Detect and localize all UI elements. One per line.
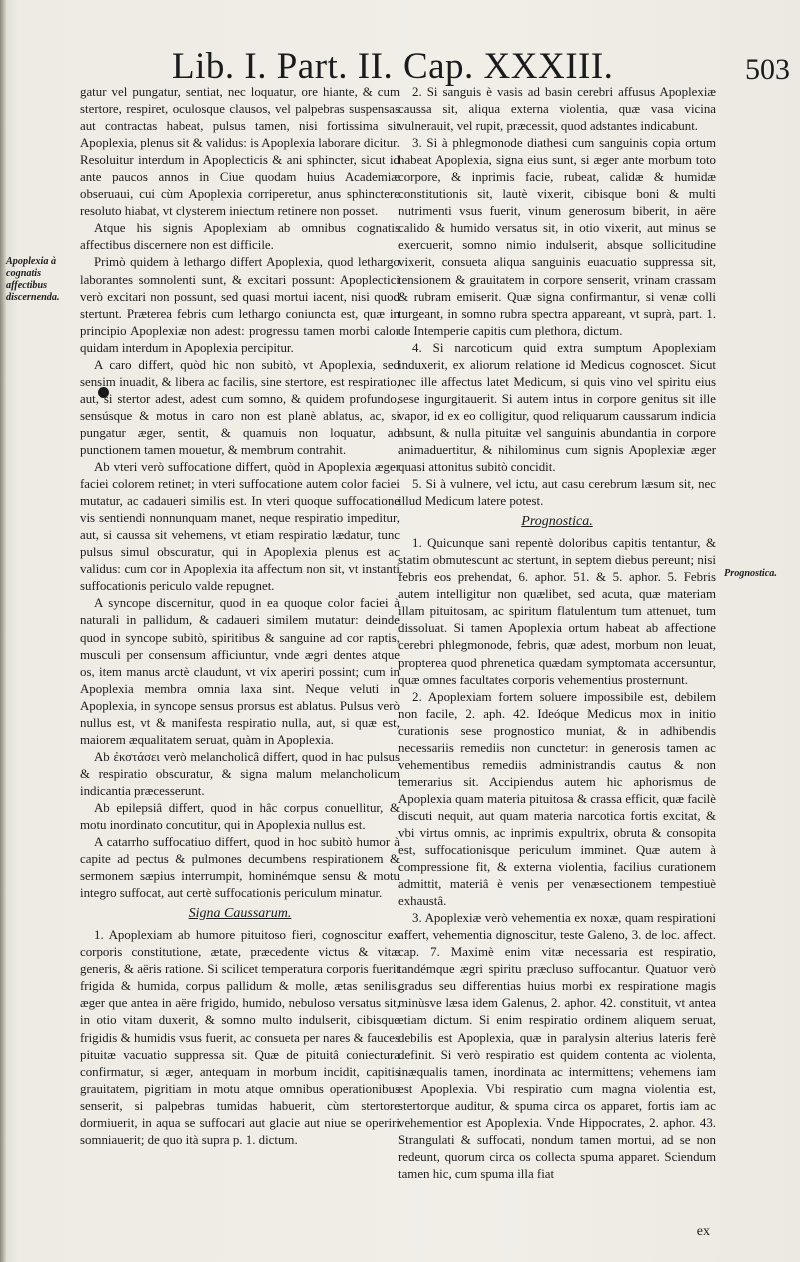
paragraph: A caro differt, quòd hic non subitò, vt Apoplexia, sed sensim inuadit, & libera ac facilis, sine stertore, est respiratio, aut, si stertor adest, adest cum somno, & quidem profundo, sensúsque & motus in caro non est planè ablatus, ac, si pungatur æger, sentit, & quamuis non loquatur, ad punctionem tamen mouetur, & membrum contrahit. — [80, 357, 400, 457]
section-heading: Signa Caussarum. — [188, 906, 292, 922]
paragraph: 5. Si à vulnere, vel ictu, aut casu cerebrum læsum sit, nec illud Medicum latere potest. — [398, 477, 716, 509]
paragraph: 1. Apoplexiam ab humore pituitoso fieri, cognoscitur ex corporis constitutione, ætate, præcedente victus & vitæ generis, & aëris ratione. Si scilicet temperatura corporis fuerit frigida & humida, corpus pallidum & molle, ætas senilis, æger que antea in aëre frigido, humido, nebuloso versatus sit, in otio vitam duxerit, & somno multo indulserit, cibisque frigidis & humidis vsus fuerit, ac consueta per nares & fauces pituitæ vacuatio suppressa sit. Quæ de pituitâ coniectura confirmatur, si æger, antequam in morbum incidit, capitis grauitatem, pigritiam in motu atque omnibus operationibus senserit, si palpebras tumidas habuerit, cùm stertore dormiuerit, in aqua se suffocari aut glacie aut niue se operiri somniauerit; de quo ità supra p. 1. dictum. — [80, 928, 400, 1147]
paragraph: 3. Apoplexiæ verò vehementia ex noxæ, quam respirationi affert, vehementia dignoscitur, teste Galeno, 3. de loc. affect. cap. 7. Maximè enim vitæ necessaria est respiratio, tandémque ægri spiritu præcluso suffocantur. Quatuor verò gradus seu differentias huius morbi ex respiratione magis minùsve læsa idem Galenus, 2. aphor. 42. constituit, vt antea etiam dictum. Si enim respiratio ordinem aliquem seruat, debilis est Apoplexia, quæ in paralysin alterius lateris ferè definit. Si verò respiratio est quidem contenta ac violenta, inæqualis tamen, inordinata ac intermittens; vehemens iam est Apoplexia. Vbi respiratio cum magna violentia est, stertorque auditur, & spuma circa os apparet, fortis iam ac vehementior est Apoplexia. Vnde Hippocrates, 2. aphor. 43. Strangulati & suffocati, nondum tamen mortui, ad se non redeunt, quorum circa os collecta spuma apparet. Sciendum tamen hic, cum spuma illa fiat — [398, 911, 716, 1181]
paragraph: Ab vteri verò suffocatione differt, quòd in Apoplexia æger faciei colorem retinet; in vteri suffocatione autem color faciei mutatur, ac cadaueri similis est. In vteri quoque suffocatione vis sentiendi nonnunquam manet, neque respiratio impeditur, aut, si caussa sit vehemens, vt etiam respiratio lædatur, tunc pulsus simul obscuratur, qui in Apoplexia plenus est ac validus: cum cor in Apoplexia ita affectum non sit, vt instanti suffocationis periculo valde repugnet. — [80, 460, 400, 594]
paragraph: 1. Quicunque sani repentè doloribus capitis tentantur, & statim obmutescunt ac stertunt, in septem diebus pereunt; nisi febris eos prehendat, 6. aphor. 51. & 5. aphor. 5. Febris autem intelligitur non quælibet, sed acuta, quæ materiam illam pituitosam, ac spiritum flatulentum tum attenuet, tum dissoluat. Si tamen Apoplexia ortum habeat ab affectione cerebri phlegmonode, febris, quæ adest, morbum non leuat, propterea quod phrenetica quædam symptomata accersuntur, quæ omnes facultates corporis vehementius prosternunt. — [398, 536, 716, 687]
section-heading: Prognostica. — [521, 514, 593, 530]
running-title: Lib. I. Part. II. Cap. XXXIII. — [172, 46, 614, 87]
paragraph: gatur vel pungatur, sentiat, nec loquatur, ore hiante, & cum stertore, respiret, oculosque clausos, vel palpebras suspensas aut contractas habeat, pulsus tamen, nisi fortissima sit Apoplexia, plenus sit & validus: is Apoplexia laborare dicitur. Resoluitur interdum in Apoplecticis & ani sphincter, sicut id ante paucos annos in Ciue quodam huius Academiæ obseruaui, cui cùm Apoplexia corriperetur, anus sphinctere resoluto hiabat, vt clysterem iniectum retinere non posset. — [80, 85, 400, 219]
paragraph: 2. Si sanguis è vasis ad basin cerebri affusus Apoplexiæ caussa sit, aliqua externa violentia, quæ vasa vicina vulnerauit, vel rupit, præcessit, quod adstantes indicabunt. — [398, 85, 716, 134]
paragraph: Atque his signis Apoplexiam ab omnibus cognatis affectibus discernere non est difficile. — [80, 221, 400, 253]
paragraph: A syncope discernitur, quod in ea quoque color faciei à naturali in pallidum, & cadaueri similem mutatur: deinde quod in syncope subitò, spiritibus & sanguine ad cor raptis, musculi per consensum afficiuntur, vnde ægri dentes atque os, item manus arctè claudunt, vt vix aperiri possint; cum in Apoplexia membra omnia laxa sint. Neque veluti in Apoplexia, in syncope sensus prorsus est ablatus. Pulsus verò nullus est, vt & manifesta respiratio nulla, aut, si quæ est, maiorem æqualitatem seruat, quàm in Apoplexia. — [80, 596, 400, 747]
page-number: 503 — [745, 53, 790, 86]
catchword: ex — [696, 1224, 710, 1239]
margin-note-left: Apoplexia à cognatis affectibus discernenda. — [6, 256, 60, 303]
paragraph: 3. Si à phlegmonode diathesi cum sanguinis copia ortum habeat Apoplexia, signa eius sunt, si æger ante morbum toto corpore, & inprimis facie, rubeat, calidæ & humidæ constitutionis sit, lautè vixerit, cibisque boni & multi nutrimenti vsus fuerit, vinum generosum biberit, in aëre calido & humido versatus sit, in otio vixerit, aut minus se exercuerit, somno nimio indulserit, absque sollicitudine vixerit, consueta aliqua sanguinis euacuatio suppressa sit, tensionem & grauitatem in corpore senserit, vrinam crassam & rubram emiserit. Quæ signa confirmantur, si venæ colli turgeant, in somno rubra spectra appareant, vt suprà, part. 1. de Intemperie capitis cum plethora, dictum. — [398, 136, 716, 338]
paragraph: 2. Apoplexiam fortem soluere impossibile est, debilem non facile, 2. aph. 42. Ideóque Medicus mox in initio curationis sese prognostico muniat, & in adhibendis necessariis remediis non cunctetur: in generosis tamen ac vehementibus remediis administrandis cautus & non temerarius sit. Accipiendus autem hic aphorismus de Apoplexia quam materia pituitosa & crassa efficit, quæ facilè discuti nequit, aut quam materia narcotica fortis excitat, & vbi virtus omnis, ac inprimis expultrix, obruta & consopita est, suffocationisque periculum imminet. Quæ autem à compressione fit, & externa violentia, facilius curationem admittit, materiâ è venis per venæsectionem tempestiuè exhaustâ. — [398, 689, 716, 909]
paragraph: 4. Si narcoticum quid extra sumptum Apoplexiam induxerit, ex aliorum relatione id Medicus cognoscet. Sicut nec ille affectus latet Medicum, si quis vino vel spiritu eius sese ingurgitauerit. Si autem intus in corpore genitus sit ille vapor, id ex eo colligitur, quod reliquarum caussarum indicia absunt, & nulla pituitæ vel sanguinis abundantia in corpore animaduertitur, & nihilominus cum signis Apoplexiæ æger quasi attonitus subitò concidit. — [398, 340, 716, 475]
right-column — [398, 84, 716, 1224]
paragraph: Primò quidem à lethargo differt Apoplexia, quod lethargo laborantes somnolenti sunt, & excitari possunt: Apoplectici verò excitari non possunt, sed quasi mortui iacent, nisi quod stertunt. Præterea febris cum lethargo coniuncta est, quæ in principio Apoplexiæ non adest: progressu tamen morbi calor quidam interdum in Apoplexia percipitur. — [80, 255, 400, 355]
binding-shadow — [0, 0, 6, 1262]
paragraph: Ab epilepsiâ differt, quod in hâc corpus conuellitur, & motu inordinato concutitur, qui in Apoplexia nullus est. — [80, 800, 400, 833]
paragraph: A catarrho suffocatiuo differt, quod in hoc subitò humor à capite ad pectus & pulmones decumbens respirationem & sermonem sæpius interrumpit, hominémque sensu & motu integro suffocat, aut certè suffocationis periculum minatur. — [80, 835, 400, 901]
margin-note-right: Prognostica. — [724, 568, 777, 579]
paragraph: Ab ἐκστάσει verò melancholicâ differt, quod in hac pulsus & respiratio obscuratur, & signa malum melancholicum indicantia præcesserunt. — [80, 749, 400, 798]
left-column — [80, 84, 400, 1224]
